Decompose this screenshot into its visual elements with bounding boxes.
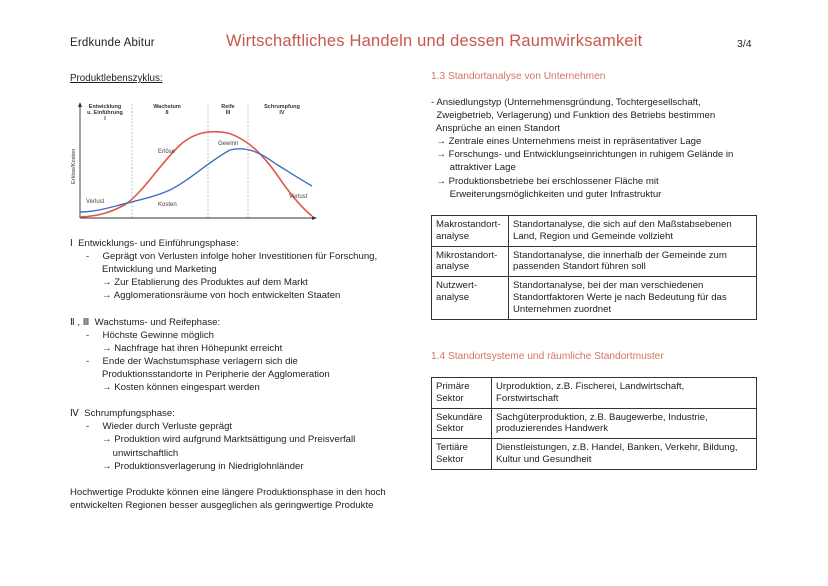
text-line: - Ansiedlungstyp (Unternehmensgründung, Tochtergesellschaft, — [431, 97, 701, 108]
x-axis-arrow — [312, 216, 317, 220]
table-row — [432, 378, 757, 409]
text-line: - Ende der Wachstumsphase verlagern sich die — [70, 355, 298, 367]
text-line: Ⅳ Schrumpfungsphase: — [70, 408, 175, 420]
definition-cell: Dienstleistungen, z.B. Handel, Banken, Verkehr, Bildung, Kultur und Gesundheit — [492, 439, 757, 470]
kosten-label: Kosten — [158, 202, 177, 208]
text-line: Ansprüche an einen Standort — [431, 123, 561, 135]
standortanalyse-table — [431, 215, 757, 320]
erloese-curve — [80, 132, 312, 217]
gewinn-label: Gewinn — [218, 141, 239, 147]
text-line: Produktionsstandorte in Peripherie der Agglomeration — [70, 368, 330, 380]
text-line: Ⅱ , Ⅲ Wachstums- und Reifephase: — [70, 316, 221, 328]
term-cell: Sekundäre Sektor — [432, 408, 492, 439]
kosten-curve — [80, 149, 312, 212]
section-standortsysteme-title: 1.4 Standortsysteme und räumliche Standortmuster — [431, 351, 664, 362]
table-row — [432, 277, 757, 319]
lifecycle-title: Produktlebenszyklus: — [70, 73, 163, 84]
section-standortanalyse-title: 1.3 Standortanalyse von Unternehmen — [431, 71, 606, 82]
definition-cell: Sachgüterproduktion, z.B. Baugewerbe, Industrie, produzierendes Handwerk — [492, 408, 757, 439]
text-line: unwirtschaftlich — [70, 447, 179, 459]
text-line — [70, 394, 415, 407]
phase-2-line-1: Wachstum — [153, 104, 181, 110]
text-line: Zweigbetrieb, Verlagerung) und Funktion des Betriebs bestimmen — [431, 110, 716, 122]
text-line: attraktiver Lage — [431, 162, 516, 174]
text-line: - Wieder durch Verluste geprägt — [70, 421, 233, 433]
table-row — [432, 439, 757, 470]
text-line: Ⅰ Entwicklungs- und Einführungsphase: — [70, 238, 239, 249]
text-line: entwickelten Regionen besser ausgeglichen als geringwertige Produkte — [70, 499, 374, 511]
y-axis-arrow — [78, 102, 82, 107]
phase-1-line-3: I — [104, 116, 106, 122]
definition-cell: Standortanalyse, bei der man verschiedenen Standortfaktoren Werte je nach Bedeutung für das Unternehmen zuordnet — [509, 277, 757, 319]
erloese-label: Erlöse — [158, 149, 176, 155]
page-title: Wirtschaftliches Handeln und dessen Raumwirksamkeit — [226, 32, 643, 50]
text-line: → Nachfrage hat ihren Höhepunkt erreicht — [70, 342, 283, 354]
table-row — [432, 216, 757, 247]
text-line: Erweiterungsmöglichkeiten und guter Infrastruktur — [431, 188, 662, 200]
text-line: - Geprägt von Verlusten infolge hoher Investitionen für Forschung, — [70, 251, 378, 263]
phase-2-line-2: II — [165, 110, 169, 116]
lifecycle-notes — [70, 237, 415, 512]
course-label: Erdkunde Abitur — [70, 37, 155, 49]
text-line: → Produktion wird aufgrund Marktsättigung und Preisverfall — [70, 434, 356, 446]
text-line: → Produktionsverlagerung in Niedriglohnländer — [70, 460, 304, 472]
text-line: → Zentrale eines Unternehmens meist in repräsentativer Lage — [431, 136, 702, 148]
ansiedlungstyp-list — [431, 96, 761, 201]
text-line: → Forschungs- und Entwicklungseinrichtungen in ruhigem Gelände in — [431, 149, 734, 161]
phase-1-line-2: u. Einführung — [87, 110, 123, 116]
text-line: Hochwertige Produkte können eine längere Produktionsphase in den hoch — [70, 486, 386, 498]
text-line: → Kosten können eingespart werden — [70, 382, 260, 394]
text-line — [70, 473, 415, 486]
definition-cell: Urproduktion, z.B. Fischerei, Landwirtschaft, Forstwirtschaft — [492, 378, 757, 409]
verlust-left-label: Verlust — [86, 199, 105, 205]
term-cell: Tertiäre Sektor — [432, 439, 492, 470]
text-line: → Zur Etablierung des Produktes auf dem Markt — [70, 277, 308, 289]
lifecycle-chart-svg — [70, 100, 320, 226]
term-cell: Mikrostandort- analyse — [432, 246, 509, 277]
definition-cell: Standortanalyse, die innerhalb der Gemeinde zum passenden Standort führen soll — [509, 246, 757, 277]
page-number: 3/4 — [737, 38, 752, 50]
table-row — [432, 408, 757, 439]
phase-4-line-2: IV — [279, 110, 285, 116]
text-line: Entwicklung und Marketing — [70, 264, 217, 276]
lifecycle-chart — [70, 100, 320, 226]
table-row — [432, 246, 757, 277]
definition-cell: Standortanalyse, die sich auf den Maßstabsebenen Land, Region und Gemeinde vollzieht — [509, 216, 757, 247]
sektoren-table — [431, 377, 757, 470]
term-cell: Primäre Sektor — [432, 378, 492, 409]
text-line: → Agglomerationsräume von hoch entwickelten Staaten — [70, 290, 341, 302]
text-line: → Produktionsbetriebe bei erschlossener Fläche mit — [431, 175, 659, 187]
phase-1-line-1: Entwicklung — [88, 104, 122, 110]
verlust-right-label: Verlust — [289, 194, 308, 200]
text-line — [70, 302, 415, 315]
phase-3-line-1: Reife — [221, 104, 235, 110]
term-cell: Nutzwert- analyse — [432, 277, 509, 319]
phase-4-line-1: Schrumpfung — [264, 104, 300, 110]
text-line: - Höchste Gewinne möglich — [70, 329, 214, 341]
term-cell: Makrostandort- analyse — [432, 216, 509, 247]
y-axis-label: Erlöse/Kosten — [71, 148, 77, 184]
phase-3-line-2: III — [225, 110, 231, 116]
